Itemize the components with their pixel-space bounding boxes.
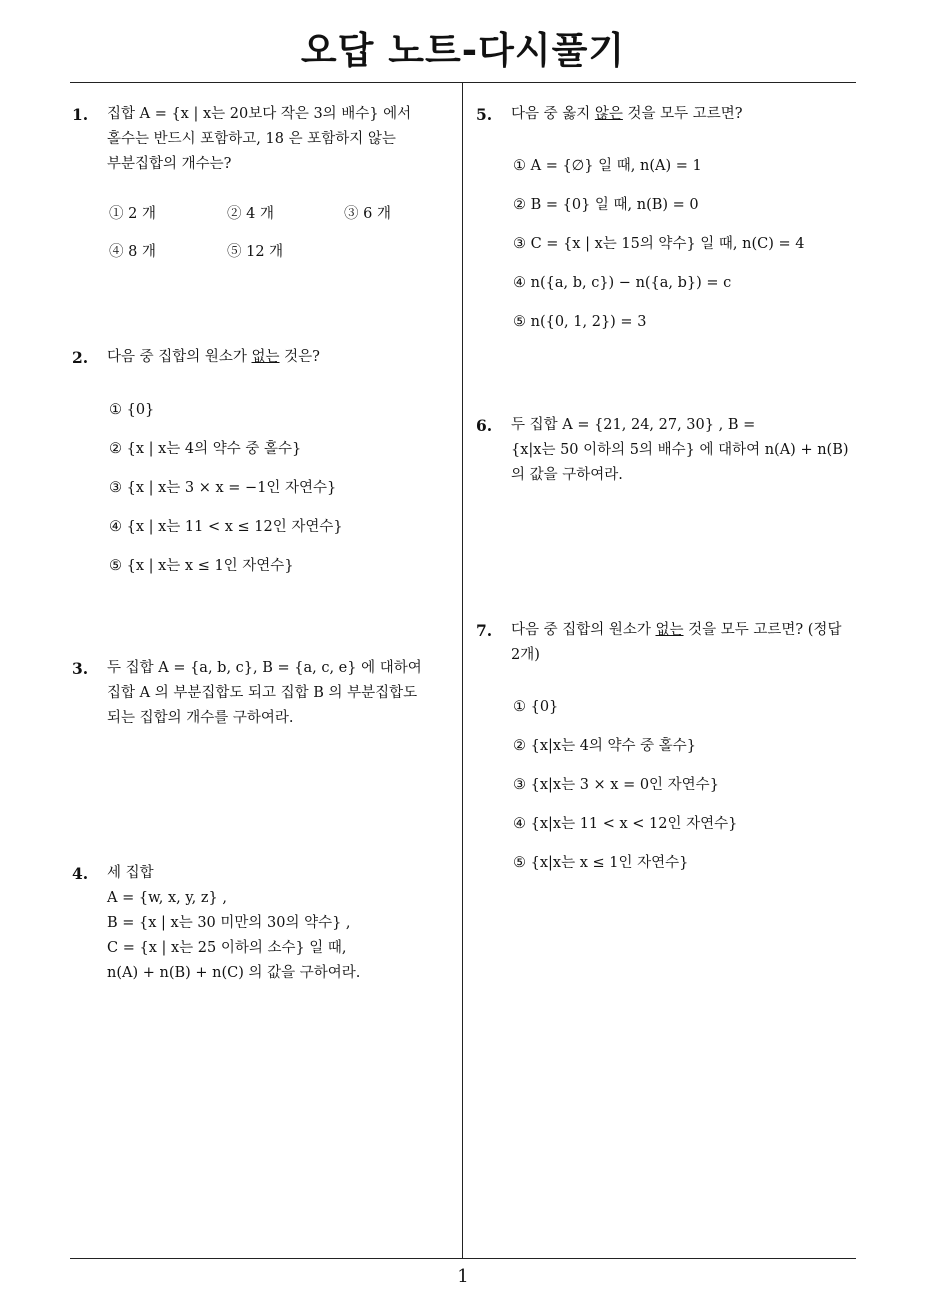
question-text [511,413,861,488]
question-number: 2. [72,348,89,367]
choice-2[interactable]: ② {x|x는 4의 약수 중 홀수} [513,738,697,754]
underlined-keyword: 없는 [251,349,280,365]
choice-2[interactable]: ② {x | x는 4의 약수 중 홀수} [109,441,302,457]
question-number: 1. [72,105,89,124]
question-line: 의 값을 구하여라. [511,467,623,483]
column-divider [462,83,463,1258]
question-line: C = {x | x는 25 이하의 소수} 일 때, [107,940,347,956]
header-rule [70,82,856,83]
question-line: n(A) + n(B) + n(C) 의 값을 구하여라. [107,965,361,981]
choice-3[interactable]: ③ {x | x는 3 × x = −1인 자연수} [109,480,337,496]
question-text [511,102,861,127]
page-title: 오답 노트-다시풀기 [300,29,626,72]
question-text-part: 다음 중 옳지 [511,106,595,122]
question-number: 5. [476,105,493,124]
choice-4[interactable]: ④ {x | x는 11 < x ≤ 12인 자연수} [109,519,343,535]
question-text-part: 것은? [279,349,320,365]
choice-1[interactable]: ① {0} [513,699,559,715]
question-line: 부분집합의 개수는? [107,156,232,172]
choice-2[interactable]: ② 4 개 [227,206,274,222]
choice-4[interactable]: ④ n({a, b, c}) − n({a, b}) = c [513,275,732,291]
question-text [107,656,457,731]
choice-3[interactable]: ③ C = {x | x는 15의 약수} 일 때, n(C) = 4 [513,236,805,252]
question-1 [72,102,452,260]
question-number: 3. [72,659,89,678]
question-6 [476,413,861,488]
underlined-keyword: 않은 [594,106,623,122]
question-number: 6. [476,416,493,435]
question-line: {x|x는 50 이하의 5의 배수} 에 대하여 n(A) + n(B) [511,442,849,458]
choice-2[interactable]: ② B = {0} 일 때, n(B) = 0 [513,197,699,213]
question-5 [476,102,861,330]
question-text-part: 다음 중 집합의 원소가 [107,349,252,365]
question-line: 두 집합 A = {a, b, c}, B = {a, c, e} 에 대하여 [107,660,422,676]
choice-5[interactable]: ⑤ {x | x는 x ≤ 1인 자연수} [109,558,294,574]
question-number: 7. [476,621,493,640]
question-3 [72,656,457,731]
question-4 [72,861,457,986]
question-number: 4. [72,864,89,883]
question-line: 홀수는 반드시 포함하고, 18 은 포함하지 않는 [107,131,396,147]
choice-5[interactable]: ⑤ n({0, 1, 2}) = 3 [513,314,647,330]
question-line: 두 집합 A = {21, 24, 27, 30} , B = [511,417,756,433]
question-text-part: 것을 모두 고르면? (정답 [683,622,842,638]
underlined-keyword: 없는 [655,622,684,638]
question-line: 집합 A = {x | x는 20보다 작은 3의 배수} 에서 [107,106,412,122]
question-text-part: 다음 중 집합의 원소가 [511,622,656,638]
choice-1[interactable]: ① A = {∅} 일 때, n(A) = 1 [513,158,702,174]
question-text-part: 것을 모두 고르면? [622,106,743,122]
question-line: 집합 A 의 부분집합도 되고 집합 B 의 부분집합도 [107,685,418,701]
choice-3[interactable]: ③ {x|x는 3 × x = 0인 자연수} [513,777,719,793]
question-text [107,861,457,986]
question-line: A = {w, x, y, z} , [107,890,227,906]
page-number: 1 [457,1266,469,1287]
choice-5[interactable]: ⑤ {x|x는 x ≤ 1인 자연수} [513,855,689,871]
choice-5[interactable]: ⑤ 12 개 [227,244,284,260]
choice-1[interactable]: ① 2 개 [109,206,156,222]
question-line: B = {x | x는 30 미만의 30의 약수} , [107,915,351,931]
footer-rule [70,1258,856,1259]
question-7 [476,618,861,871]
choice-4[interactable]: ④ 8 개 [109,244,156,260]
question-text [511,618,861,668]
question-text [107,102,452,177]
question-line: 세 집합 [107,865,154,881]
question-line: 되는 집합의 개수를 구하여라. [107,710,294,726]
choice-4[interactable]: ④ {x|x는 11 < x < 12인 자연수} [513,816,738,832]
choice-3[interactable]: ③ 6 개 [344,206,391,222]
choice-1[interactable]: ① {0} [109,402,155,418]
question-line: 2개) [511,647,540,663]
question-2 [72,345,452,574]
question-text [107,345,452,370]
